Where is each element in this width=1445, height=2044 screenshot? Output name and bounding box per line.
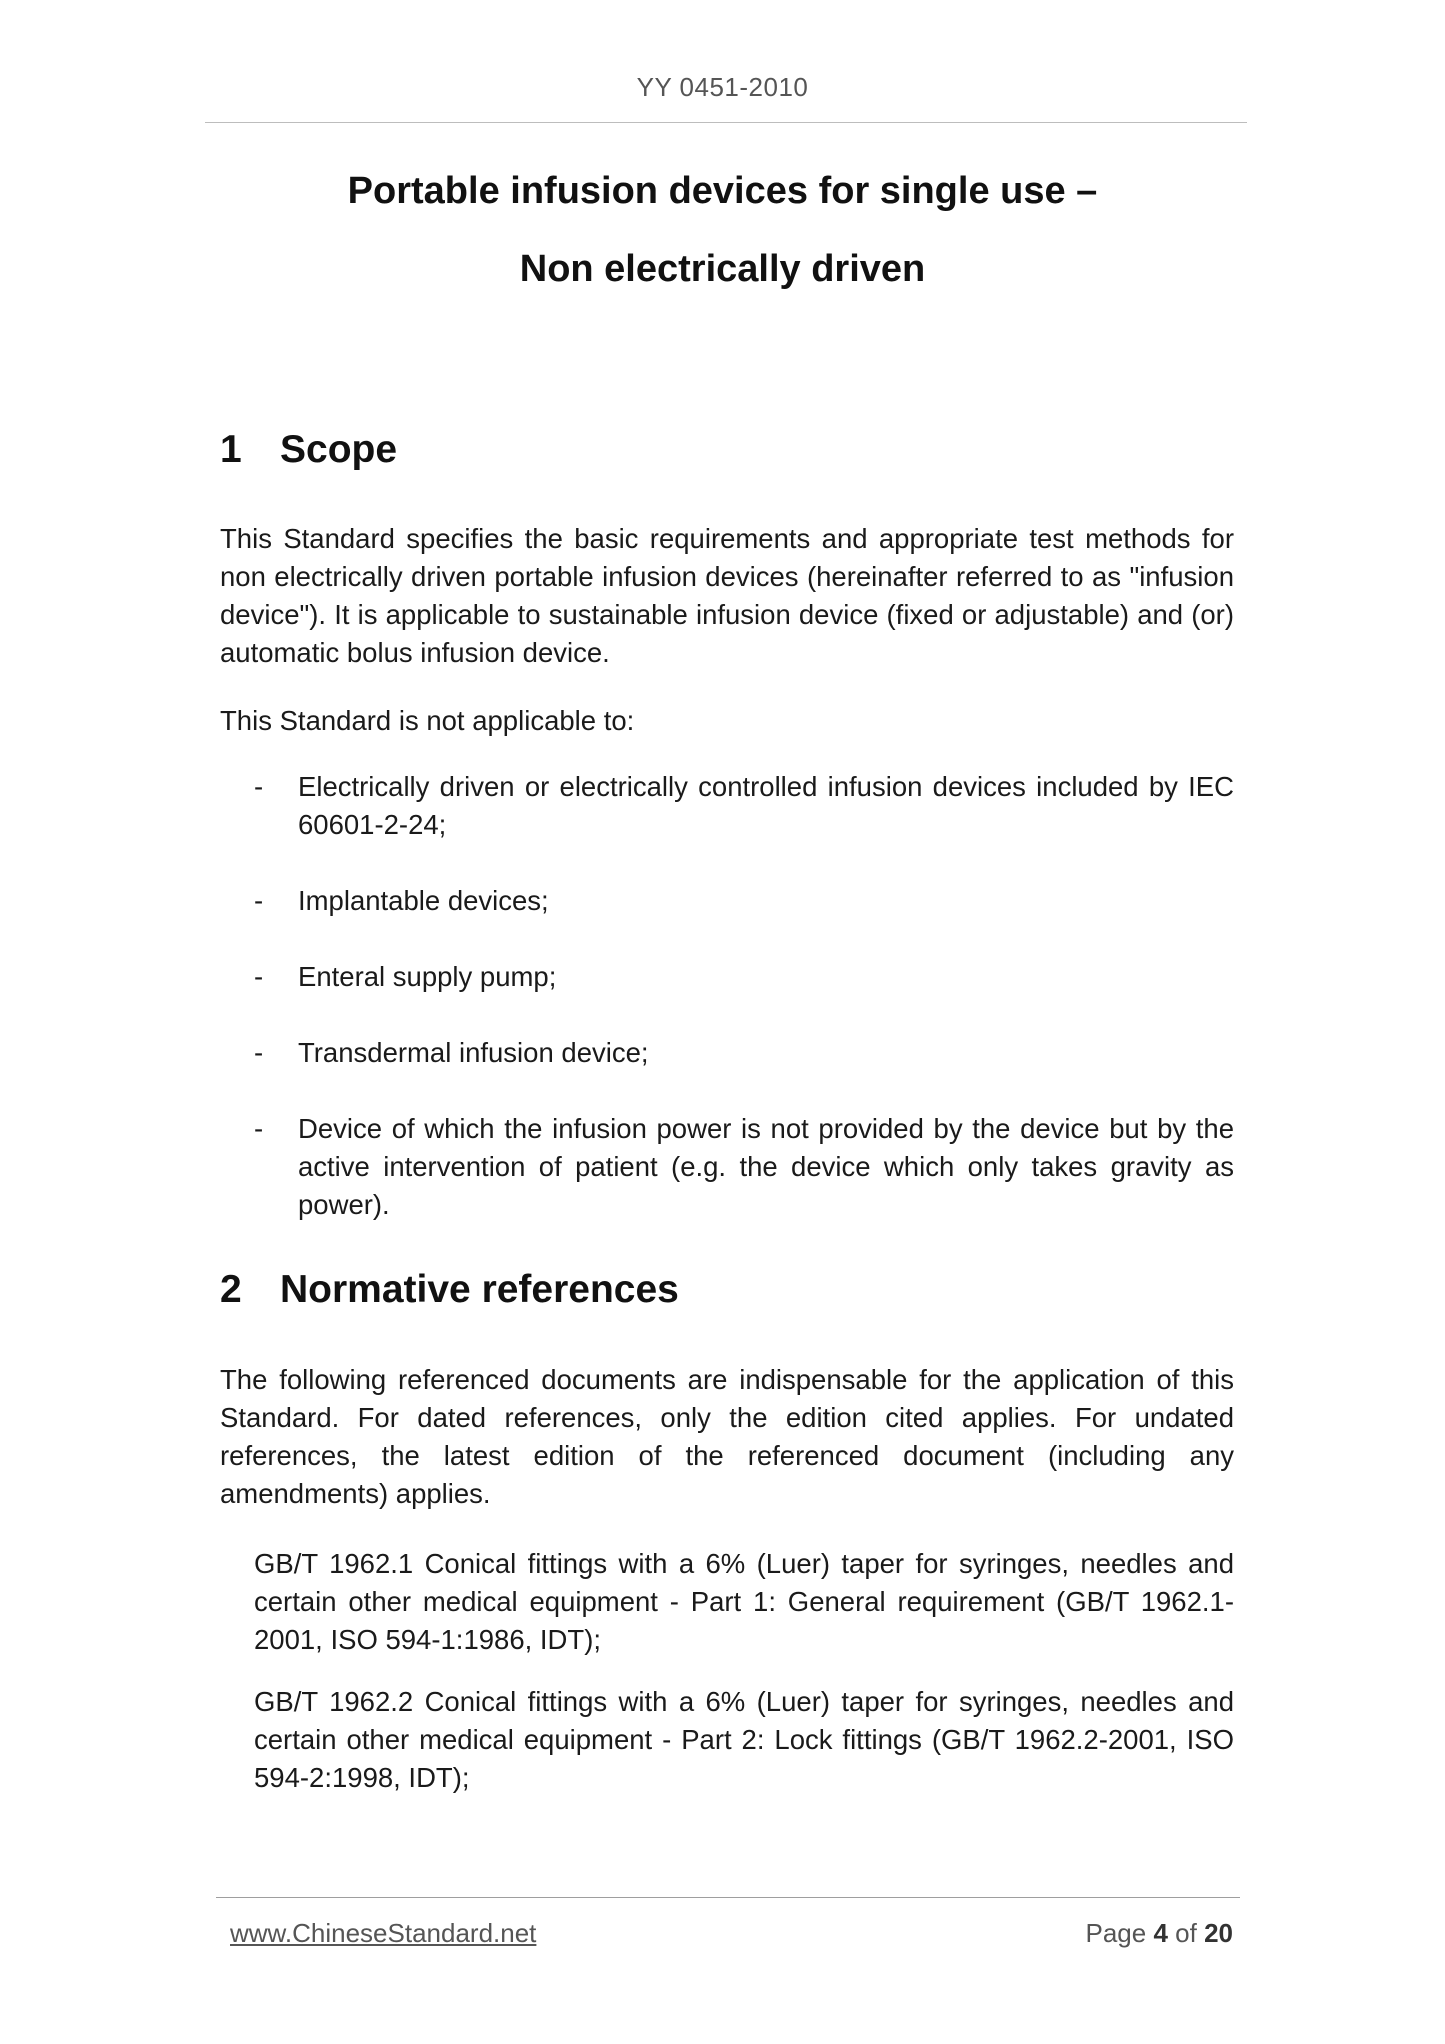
section-heading-scope [220, 428, 397, 472]
page-current: 4 [1153, 1918, 1168, 1948]
footer-divider [216, 1897, 1240, 1898]
list-item [220, 768, 1234, 844]
scope-paragraph: This Standard specifies the basic requirements and appropriate test methods for non electrically driven portable infusion devices (hereinafter referred to as "infusion device"). It is applicable to sustainable infusion device (fixed or adjustable) and (or) automatic bolus infusion device. [220, 523, 1234, 668]
bullet-dash: - [254, 1037, 264, 1068]
list-item-text: Implantable devices; [298, 885, 549, 916]
page-number [1085, 1918, 1233, 1949]
list-item-text: Enteral supply pump; [298, 961, 557, 992]
list-item [220, 1034, 1234, 1072]
document-code-header: YY 0451-2010 [636, 72, 809, 102]
section-number: 2 [220, 1268, 242, 1311]
document-title-line-1: Portable infusion devices for single use – [347, 170, 1098, 212]
header-divider [205, 122, 1247, 123]
reference-item: GB/T 1962.1 Conical fittings with a 6% (Luer) taper for syringes, needles and certain other medical equipment - Part 1: General requirement (GB/T 1962.1-2001, ISO 594-1:1986, IDT); [254, 1548, 1234, 1655]
page-total: 20 [1204, 1918, 1233, 1948]
exclusion-list [220, 768, 1234, 1224]
page-prefix: Page [1085, 1918, 1147, 1948]
list-item-text: Electrically driven or electrically controlled infusion devices included by IEC 60601-2-24; [298, 771, 1234, 840]
list-item [220, 1110, 1234, 1224]
reference-item: GB/T 1962.2 Conical fittings with a 6% (Luer) taper for syringes, needles and certain other medical equipment - Part 2: Lock fittings (GB/T 1962.2-2001, ISO 594-2:1998, IDT); [254, 1686, 1234, 1793]
page-of: of [1175, 1918, 1197, 1948]
section-heading-normative-references [220, 1268, 679, 1312]
section-number: 1 [220, 428, 242, 471]
website-link[interactable]: www.ChineseStandard.net [230, 1918, 537, 1948]
bullet-dash: - [254, 961, 264, 992]
scope-not-applicable-intro: This Standard is not applicable to: [220, 705, 635, 736]
list-item [220, 882, 1234, 920]
list-item-text: Transdermal infusion device; [298, 1037, 649, 1068]
normative-paragraph: The following referenced documents are indispensable for the application of this Standard. For dated references, only the edition cited applies. For undated references, the latest edition of the referenced document (including any amendments) applies. [220, 1364, 1234, 1509]
list-item [220, 958, 1234, 996]
section-title: Scope [280, 428, 398, 471]
reference-list [254, 1545, 1234, 1821]
bullet-dash: - [254, 771, 264, 802]
list-item-text: Device of which the infusion power is not provided by the device but by the active intervention of patient (e.g. the device which only takes gravity as power). [298, 1113, 1234, 1220]
bullet-dash: - [254, 1113, 264, 1144]
document-title-line-2: Non electrically driven [519, 248, 926, 290]
section-title: Normative references [280, 1268, 679, 1311]
bullet-dash: - [254, 885, 264, 916]
